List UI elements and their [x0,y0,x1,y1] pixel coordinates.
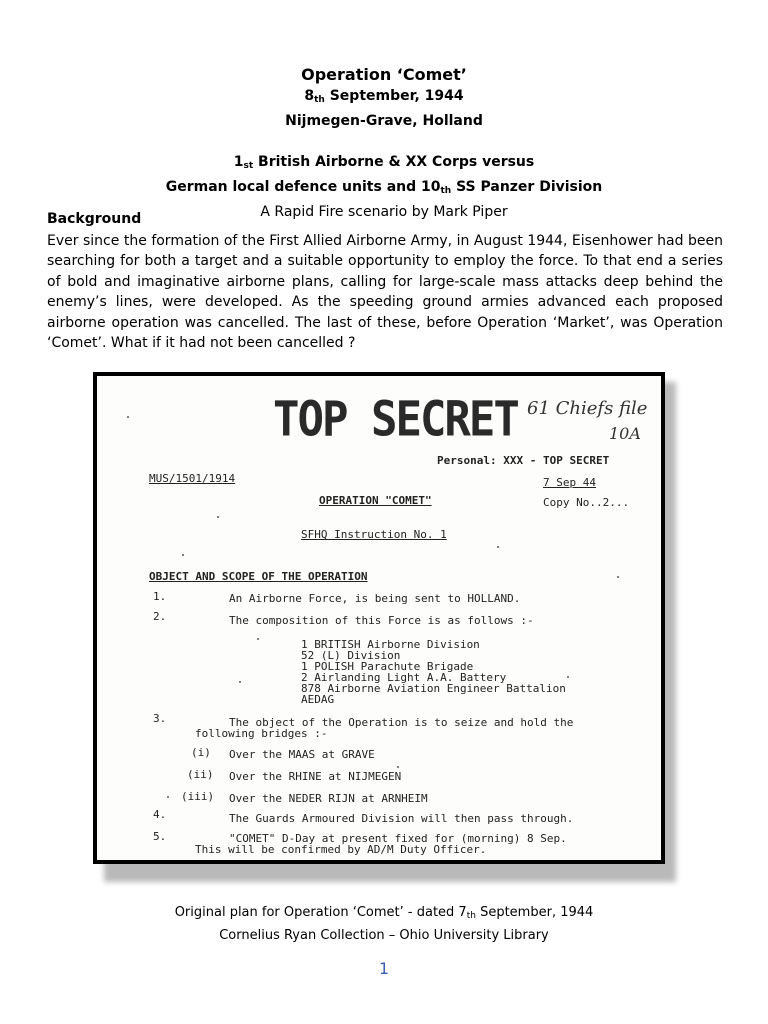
bridge-number: (ii) [187,768,214,781]
personal-marking: Personal: XXX - TOP SECRET [437,454,610,467]
section-heading: OBJECT AND SCOPE OF THE OPERATION [149,570,368,583]
item-text: The composition of this Force is as follows :- [229,614,534,627]
forces-line-2: German local defence units and $10_{th}$ SS Panzer Division [165,179,603,196]
document-reference: MUS/1501/1914 [149,472,236,485]
scenario-date: $8_{th}$ September, 1944 [304,88,464,105]
scenario-title: Operation ‘Comet’ [301,65,467,84]
force-list-item: AEDAG [301,693,335,706]
bridge-number: (iii) [181,790,215,803]
bridge-text: Over the NEDER RIJN at ARNHEIM [229,792,428,805]
caption-line-2: Cornelius Ryan Collection – Ohio University Library [219,928,549,943]
handwritten-note: 61 Chiefs file [527,398,648,419]
byline: A Rapid Fire scenario by Mark Piper [260,204,508,220]
item-number: 1. [153,590,167,603]
force-list-item: 2 Airlanding Light A.A. Battery [301,671,507,684]
handwritten-folio: 10A [609,424,641,443]
page-number: 1 [378,959,390,978]
item-text: An Airborne Force, is being sent to HOLLAND. [229,592,521,605]
scenario-header [0,64,768,223]
document-date: 7 Sep 44 [543,476,596,489]
top-secret-stamp: TOP SECRET [273,391,518,448]
item-3-line-2: following bridges :- [195,727,328,740]
background-paragraph: Ever since the formation of the First Allied Airborne Army, in August 1944, Eisenhower had been searching for both a target and a suitable opportunity to employ the force. To that end a series of bold and imaginative airborne plans, calling for large-scale mass attacks deep behind the enemy’s lines, were developed. As the speeding ground armies advanced each proposed airborne operation was cancelled. The last of these, before Operation ‘Market’, was Operation ‘Comet’. What if it had not been cancelled ? [47,233,723,352]
force-list-item: 878 Airborne Aviation Engineer Battalion [301,682,566,695]
bridge-text: Over the RHINE at NIJMEGEN [229,770,402,783]
force-list-item: 1 POLISH Parachute Brigade [301,660,474,673]
force-list-item: 1 BRITISH Airborne Division [301,638,480,651]
document-photo: TOP SECRET 61 Chiefs file 10A Personal: XXX - TOP SECRET MUS/1501/1914 7 Sep 44 Copy No..2... OPERATION "COMET" SFHQ Instruction No. 1 OBJECT AND SCOPE OF THE OPERATION 1. An Airborne Force, is being sent to HOLLAND. 2. The composition of this Force is as follows :- 1 BRITISH Airborne Division 52 (L) Division 1 POLISH Parachute Brigade 2 Airlanding Light A.A. Battery 878 Airborne Aviation Engineer Battalion AEDAG 3. The object of the Operation is to seize and hold the following bridges :- (i) Over the MAAS at GRAVE (ii) Over the RHINE at NIJMEGEN (iii) Over the NEDER RIJN at ARNHEIM 4. The Guards Armoured Division will then pass through. 5. "COMET" D-Day at present fixed for (morning) 8 Sep. This will be confirmed by AD/M Duty Officer. [93,372,665,864]
item-3-line-1: The object of the Operation is to seize and hold the [229,716,574,729]
item-number: 2. [153,610,167,623]
bridge-number: (i) [191,746,211,759]
force-list-item: 52 (L) Division [301,649,401,662]
item-4: The Guards Armoured Division will then pass through. [229,812,574,825]
background-heading: Background [47,211,142,227]
bridge-text: Over the MAAS at GRAVE [229,748,375,761]
operation-name: OPERATION "COMET" [319,494,432,507]
instruction-title: SFHQ Instruction No. 1 [301,528,447,541]
forces-line-1: $1_{st}$ British Airborne & XX Corps versus [233,154,535,171]
figure-caption [0,903,768,946]
item-5-line-1: "COMET" D-Day at present fixed for (morning) 8 Sep. [229,832,567,845]
item-5-line-2: This will be confirmed by AD/M Duty Officer. [195,843,487,856]
caption-line-1: Original plan for Operation ‘Comet’ - dated $7_{th}$ September, 1944 [174,905,594,921]
scenario-location: Nijmegen-Grave, Holland [285,113,483,129]
copy-number: Copy No..2... [543,496,630,509]
